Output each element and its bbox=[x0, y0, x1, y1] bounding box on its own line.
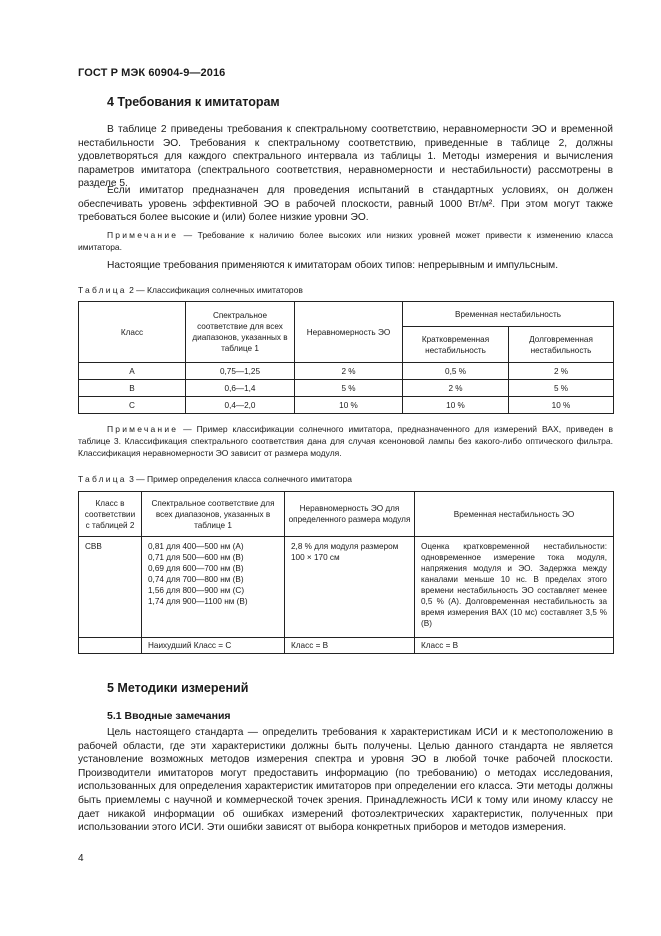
table-3-footer-nonuniformity: Класс = B bbox=[285, 638, 415, 654]
spectral-line: 1,74 для 900—1100 нм (B) bbox=[148, 597, 248, 606]
table-2 bbox=[78, 301, 614, 414]
table-2-cell-nonuniformity: 2 % bbox=[295, 363, 403, 380]
table-2-cell-short-term: 10 % bbox=[403, 397, 509, 414]
table-2-header-short-term: Кратковременная нестабильность bbox=[403, 327, 509, 363]
page-number: 4 bbox=[78, 853, 84, 864]
spectral-line: 0,69 для 600—700 нм (B) bbox=[148, 564, 244, 573]
note-2-text: — Пример классификации солнечного имитатора, предназначенного для измерений ВАХ, приведен в таблице 3. Классификация спектрального соответствия дана для случая ксеноновой лампы без какого-либо оптического фильтра. Классификация неравномерности ЭО зависит от размера модуля. bbox=[78, 424, 613, 458]
table-3-caption bbox=[78, 474, 352, 484]
table-2-cell-nonuniformity: 10 % bbox=[295, 397, 403, 414]
table-2-cell-short-term: 0,5 % bbox=[403, 363, 509, 380]
table-3-footer-spectral: Наихудший Класс = C bbox=[142, 638, 285, 654]
spectral-line: 0,71 для 500—600 нм (B) bbox=[148, 553, 244, 562]
table-3-header-temporal: Временная нестабильность ЭО bbox=[415, 492, 614, 537]
section-5-1-paragraph: Цель настоящего стандарта — определить требования к характеристикам ИСИ и к местоположению в рабочей области, где эти характеристики должны быть получены. Целью данного стандарта не является установление возможных методов измерения спектра и уровня ЭО в любой точке рабочей плоскости. Производители имитаторов могут предоставить информацию (по требованию) о методах исследования, использованных для определения характеристик имитаторов при определении его класса. Эти методы должны быть приемлемы с научной и коммерческой точек зрения. Принадлежность ИСИ к тому или иному классу не дает никакой информации об ошибках измерений фотоэлектрических характеристик, полученных при использовании этого ИСИ. Эти ошибки зависят от выбора конкретных приборов и методов измерения. bbox=[78, 727, 613, 834]
document-header: ГОСТ Р МЭК 60904-9—2016 bbox=[78, 67, 226, 79]
note-1-text: — Требование к наличию более высоких или низких уровней может привести к изменению класса имитатора. bbox=[78, 230, 613, 252]
table-2-cell-nonuniformity: 5 % bbox=[295, 380, 403, 397]
table-2-caption-text: 2 — Классификация солнечных имитаторов bbox=[126, 285, 303, 295]
table-3-cell-class: CBB bbox=[79, 537, 142, 638]
table-2-row bbox=[79, 397, 614, 414]
table-2-cell-class: C bbox=[79, 397, 186, 414]
note-2-label: Примечание bbox=[107, 424, 179, 434]
section-4-paragraph-1: В таблице 2 приведены требования к спектральному соответствию, неравномерности ЭО и временной нестабильности ЭО. Требования к спектральному соответствию, приведенные в таблице 2, должны удовлетворяться для каждого спектрального интервала из таблицы 1. Методы измерения и вычисления параметров имитатора (спектрального соответствия, неравномерности и нестабильности) рассмотрены в разделе 5. bbox=[78, 124, 613, 190]
table-3-cell-temporal: Оценка кратковременной нестабильности: одновременное измерение тока модуля, напряжения модуля и ЭО. Задержка между каналами меньше 10 нс. В пределах этого времени нестабильность ЭО составляет менее 0,5 % (A). Долговременная нестабильность за время измерения ВАХ (10 мс) составляет 3,5 % (B) bbox=[415, 537, 614, 638]
section-5-1-title: 5.1 Вводные замечания bbox=[107, 710, 231, 722]
table-3-cell-spectral bbox=[142, 537, 285, 638]
section-5-title: 5 Методики измерений bbox=[107, 681, 249, 695]
table-2-header-class: Класс bbox=[79, 302, 186, 363]
table-2-cell-class: A bbox=[79, 363, 186, 380]
table-2-cell-spectral: 0,4—2,0 bbox=[186, 397, 295, 414]
table-2-cell-spectral: 0,6—1,4 bbox=[186, 380, 295, 397]
table-3-caption-label: Таблица bbox=[78, 474, 127, 484]
table-2-header-spectral: Спектральное соответствие для всех диапазонов, указанных в таблице 1 bbox=[186, 302, 295, 363]
table-2-cell-spectral: 0,75—1,25 bbox=[186, 363, 295, 380]
spectral-line: 0,81 для 400—500 нм (A) bbox=[148, 542, 244, 551]
table-3-footer-empty bbox=[79, 638, 142, 654]
table-2-cell-class: B bbox=[79, 380, 186, 397]
table-3-footer-temporal: Класс = B bbox=[415, 638, 614, 654]
table-2-row bbox=[79, 380, 614, 397]
table-3-header-spectral: Спектральное соответствие для всех диапазонов, указанных в таблице 1 bbox=[142, 492, 285, 537]
note-2 bbox=[78, 424, 613, 459]
table-2-cell-short-term: 2 % bbox=[403, 380, 509, 397]
table-2-caption bbox=[78, 285, 303, 295]
table-2-row bbox=[79, 363, 614, 380]
table-3-header-class: Класс в соответствии с таблицей 2 bbox=[79, 492, 142, 537]
table-2-cell-long-term: 5 % bbox=[509, 380, 614, 397]
note-1-label: Примечание bbox=[107, 230, 179, 240]
table-2-header-temporal: Временная нестабильность bbox=[403, 302, 614, 327]
spectral-line: 1,56 для 800—900 нм (C) bbox=[148, 586, 245, 595]
section-4-paragraph-3: Настоящие требования применяются к имитаторам обоих типов: непрерывным и импульсным. bbox=[107, 260, 559, 271]
section-4-paragraph-2: Если имитатор предназначен для проведения испытаний в стандартных условиях, он должен обеспечивать уровень эффективной ЭО в рабочей плоскости, равный 1000 Вт/м². При этом могут также требоваться более высокие и (или) более низкие уровни ЭО. bbox=[78, 185, 613, 224]
table-3-cell-nonuniformity: 2,8 % для модуля размером 100 × 170 см bbox=[285, 537, 415, 638]
table-2-caption-label: Таблица bbox=[78, 285, 127, 295]
table-3-caption-text: 3 — Пример определения класса солнечного имитатора bbox=[126, 474, 352, 484]
table-3 bbox=[78, 491, 614, 654]
table-2-cell-long-term: 2 % bbox=[509, 363, 614, 380]
section-4-title: 4 Требования к имитаторам bbox=[107, 95, 280, 109]
table-2-header-nonuniformity: Неравномерность ЭО bbox=[295, 302, 403, 363]
table-2-cell-long-term: 10 % bbox=[509, 397, 614, 414]
table-3-header-nonuniformity: Неравномерность ЭО для определенного размера модуля bbox=[285, 492, 415, 537]
table-2-header-long-term: Долговременная нестабильность bbox=[509, 327, 614, 363]
spectral-line: 0,74 для 700—800 нм (B) bbox=[148, 575, 244, 584]
note-1 bbox=[78, 230, 613, 254]
